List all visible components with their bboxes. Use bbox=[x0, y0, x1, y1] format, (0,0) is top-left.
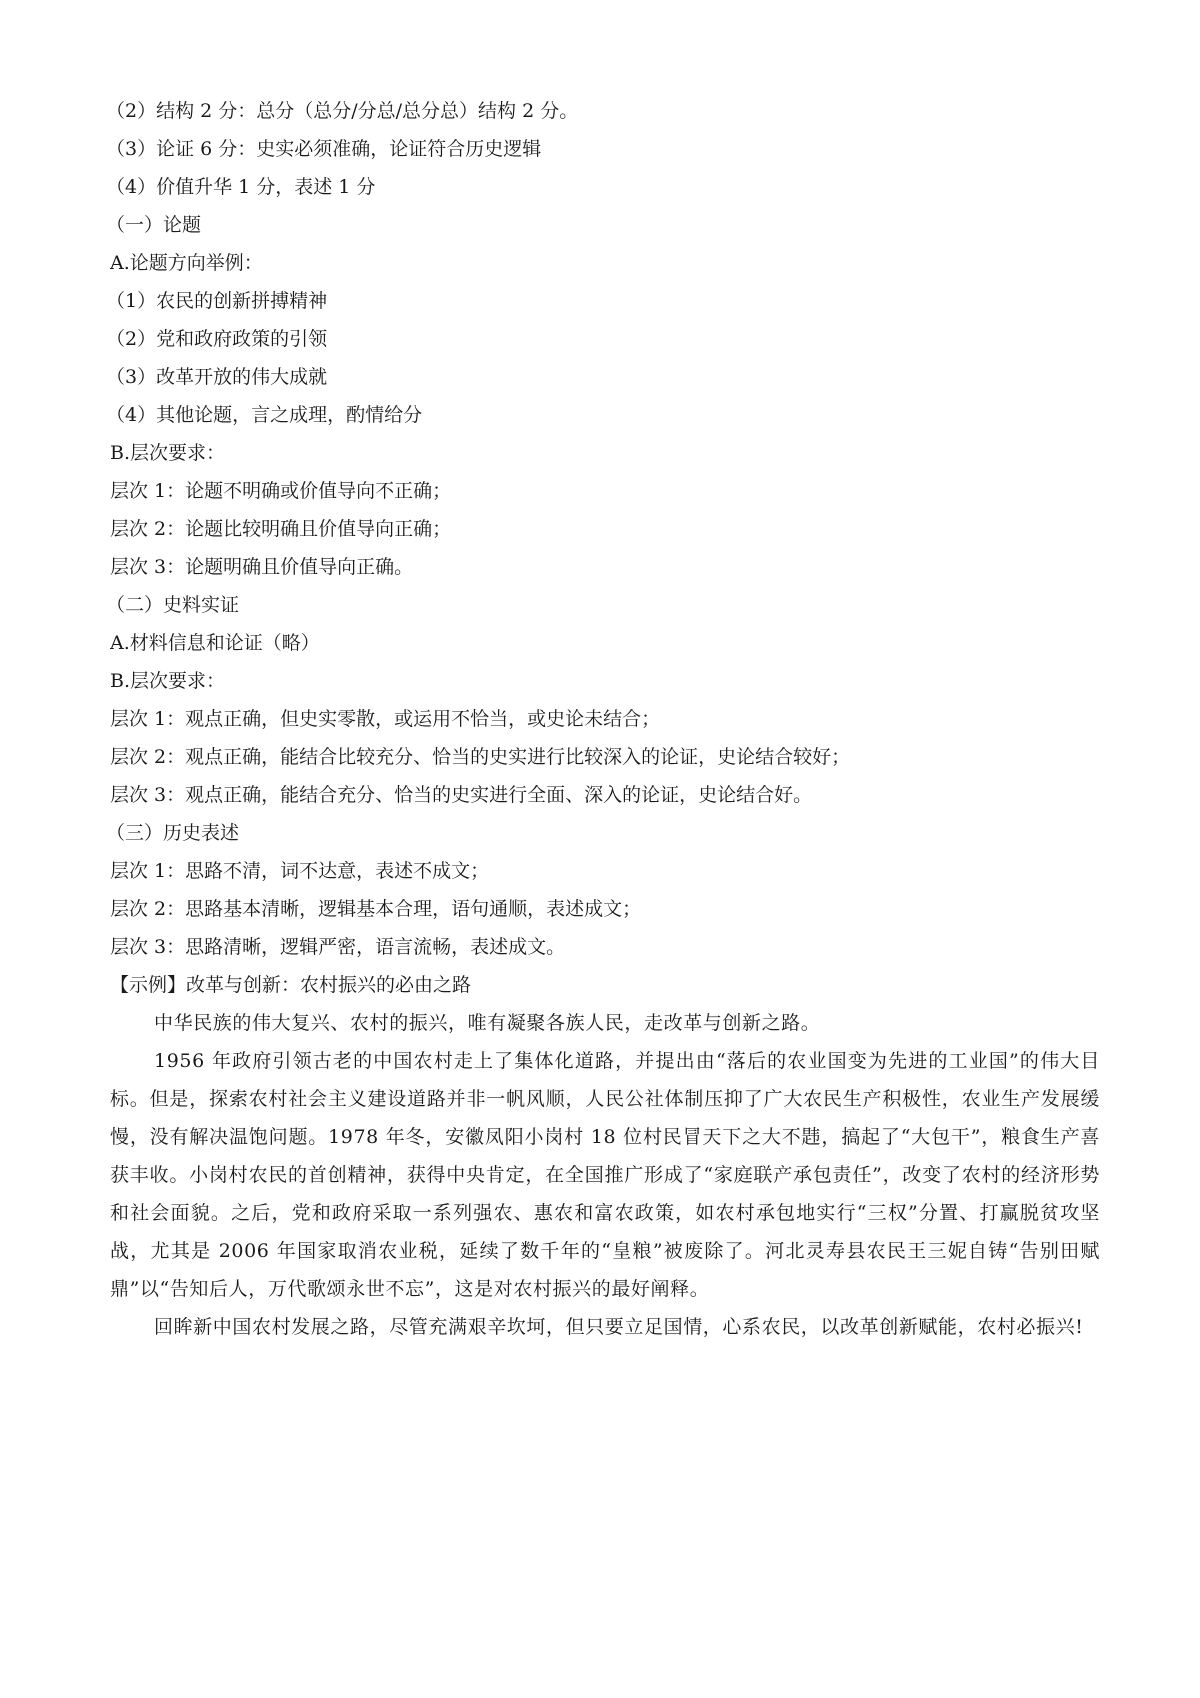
sample-essay bbox=[110, 966, 1100, 1346]
sample-paragraph-body: 1956 年政府引领古老的中国农村走上了集体化道路，并提出由“落后的农业国变为先进的工业国”的伟大目标。但是，探索农村社会主义建设道路并非一帆风顺，人民公社体制压抑了广大农民生产积极性，农业生产发展缓慢，没有解决温饱问题。1978 年冬，安徽凤阳小岗村 18 位村民冒天下之大不韪，搞起了“大包干”，粮食生产喜获丰收。小岗村农民的首创精神，获得中央肯定，在全国推广形成了“家庭联产承包责任”，改变了农村的经济形势和社会面貌。之后，党和政府采取一系列强农、惠农和富农政策，如农村承包地实行“三权”分置、打赢脱贫攻坚战，尤其是 2006 年国家取消农业税，延续了数千年的“皇粮”被废除了。河北灵寿县农民王三妮自铸“告别田赋鼎”以“告知后人，万代歌颂永世不忘”，这是对农村振兴的最好阐释。 bbox=[110, 1050, 1100, 1300]
section-heading-evidence: （二）史料实证 bbox=[106, 594, 240, 616]
topic-example-1: （1）农民的创新拼搏精神 bbox=[106, 290, 328, 312]
topic-level-2: 层次 2：论题比较明确且价值导向正确； bbox=[110, 518, 452, 540]
sample-paragraph-conclusion: 回眸新中国农村发展之路，尽管充满艰辛坎坷，但只要立足国情，心系农民，以改革创新赋能，农村必振兴! bbox=[154, 1316, 1084, 1338]
document-page bbox=[106, 92, 1100, 1346]
topic-example-3: （3）改革开放的伟大成就 bbox=[106, 366, 328, 388]
topic-example-2: （2）党和政府政策的引领 bbox=[106, 328, 328, 350]
sample-essay-title: 【示例】改革与创新：农村振兴的必由之路 bbox=[110, 974, 472, 996]
topic-level-1: 层次 1：论题不明确或价值导向不正确； bbox=[110, 480, 452, 502]
rubric-line-structure: （2）结构 2 分：总分（总分/分总/总分总）结构 2 分。 bbox=[106, 100, 579, 122]
rubric-section bbox=[106, 92, 1100, 966]
sample-paragraph-intro: 中华民族的伟大复兴、农村的振兴，唯有凝聚各族人民，走改革与创新之路。 bbox=[154, 1012, 821, 1034]
expression-level-2: 层次 2：思路基本清晰，逻辑基本合理，语句通顺，表述成文； bbox=[110, 898, 642, 920]
subheading-evidence-levels: B.层次要求： bbox=[110, 670, 226, 692]
topic-level-3: 层次 3：论题明确且价值导向正确。 bbox=[110, 556, 414, 578]
subheading-topic-levels: B.层次要求： bbox=[110, 442, 226, 464]
expression-level-1: 层次 1：思路不清，词不达意，表述不成文； bbox=[110, 860, 490, 882]
evidence-level-2: 层次 2：观点正确，能结合比较充分、恰当的史实进行比较深入的论证，史论结合较好； bbox=[110, 746, 851, 768]
expression-level-3: 层次 3：思路清晰，逻辑严密，语言流畅，表述成文。 bbox=[110, 936, 566, 958]
evidence-level-3: 层次 3：观点正确，能结合充分、恰当的史实进行全面、深入的论证，史论结合好。 bbox=[110, 784, 813, 806]
evidence-level-1: 层次 1：观点正确，但史实零散，或运用不恰当，或史论未结合； bbox=[110, 708, 661, 730]
rubric-line-argument: （3）论证 6 分：史实必须准确，论证符合历史逻辑 bbox=[106, 138, 542, 160]
section-heading-expression: （三）历史表述 bbox=[106, 822, 240, 844]
subheading-evidence-info: A.材料信息和论证（略） bbox=[110, 632, 320, 654]
topic-example-4: （4）其他论题，言之成理，酌情给分 bbox=[106, 404, 423, 426]
rubric-line-value: （4）价值升华 1 分，表述 1 分 bbox=[106, 176, 376, 198]
subheading-topic-examples: A.论题方向举例： bbox=[110, 252, 263, 274]
section-heading-topic: （一）论题 bbox=[106, 214, 202, 236]
